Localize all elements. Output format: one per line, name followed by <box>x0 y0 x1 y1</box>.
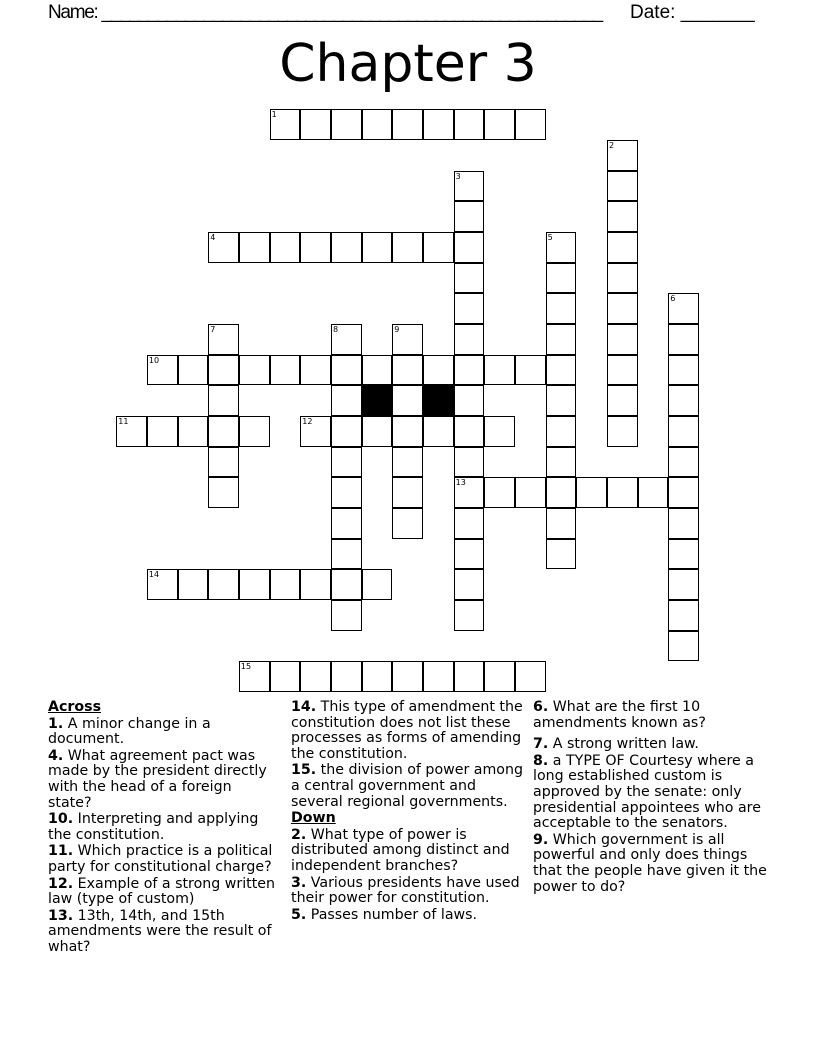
grid-cell[interactable] <box>392 109 423 140</box>
grid-cell[interactable] <box>147 569 178 600</box>
grid-cell[interactable] <box>208 477 239 508</box>
grid-cell[interactable] <box>331 600 362 631</box>
grid-cell[interactable] <box>546 324 577 355</box>
grid-cell[interactable] <box>239 355 270 386</box>
name-field[interactable]: Name: ______________________________________________________ <box>48 2 602 23</box>
grid-cell[interactable] <box>607 293 638 324</box>
grid-cell[interactable] <box>607 477 638 508</box>
cell-number: 2 <box>608 140 615 150</box>
grid-cell[interactable] <box>607 324 638 355</box>
grid-cell[interactable] <box>208 447 239 478</box>
grid-cell[interactable] <box>331 109 362 140</box>
grid-cell[interactable] <box>362 661 393 692</box>
grid-cell[interactable] <box>362 416 393 447</box>
grid-cell[interactable] <box>546 508 577 539</box>
clue-5 <box>291 908 526 924</box>
clue-2 <box>291 828 526 875</box>
grid-cell[interactable] <box>239 416 270 447</box>
grid-cell[interactable] <box>454 600 485 631</box>
clue-4 <box>48 749 278 811</box>
grid-cell[interactable] <box>638 477 669 508</box>
grid-cell[interactable] <box>454 477 485 508</box>
cell-number: 14 <box>148 570 160 580</box>
cell-number: 8 <box>332 324 339 334</box>
grid-cell[interactable] <box>546 385 577 416</box>
clue-14 <box>291 700 526 762</box>
grid-cell[interactable] <box>546 232 577 263</box>
grid-cell[interactable] <box>668 293 699 324</box>
grid-cell[interactable] <box>208 385 239 416</box>
grid-cell[interactable] <box>668 355 699 386</box>
cell-number: 15 <box>240 662 252 672</box>
clue-1 <box>48 717 278 748</box>
grid-cell[interactable] <box>546 263 577 294</box>
grid-cell[interactable] <box>392 477 423 508</box>
grid-cell[interactable] <box>392 232 423 263</box>
clue-13 <box>48 909 278 956</box>
date-field[interactable]: Date: _______ <box>630 2 755 23</box>
grid-cell[interactable] <box>362 232 393 263</box>
grid-cell[interactable] <box>607 385 638 416</box>
cell-number: 10 <box>148 355 160 365</box>
clue-6 <box>533 700 773 731</box>
grid-cell[interactable] <box>331 416 362 447</box>
grid-cell[interactable] <box>668 631 699 662</box>
grid-cell[interactable] <box>607 140 638 171</box>
grid-cell[interactable] <box>454 324 485 355</box>
grid-cell[interactable] <box>239 569 270 600</box>
grid-cell[interactable] <box>607 201 638 232</box>
grid-cell[interactable] <box>331 385 362 416</box>
clue-text: Passes number of laws. <box>310 906 478 923</box>
grid-cell[interactable] <box>454 293 485 324</box>
grid-cell[interactable] <box>331 569 362 600</box>
clue-text: 13th, 14th, and 15th amendments were the result of what? <box>48 907 272 955</box>
clue-text: What agreement pact was made by the president directly with the head of a foreign state? <box>48 747 267 811</box>
clue-number: 1. <box>48 715 64 732</box>
grid-cell[interactable] <box>147 355 178 386</box>
grid-cell[interactable] <box>392 416 423 447</box>
clue-text: A strong written law. <box>552 736 699 753</box>
clue-text: A minor change in a document. <box>48 715 211 748</box>
grid-cell[interactable] <box>331 355 362 386</box>
grid-cell[interactable] <box>178 355 209 386</box>
cell-number: 11 <box>118 416 129 426</box>
grid-cell[interactable] <box>392 661 423 692</box>
grid-cell[interactable] <box>607 355 638 386</box>
grid-cell[interactable] <box>300 569 331 600</box>
clue-number: 7. <box>533 736 549 753</box>
grid-cell[interactable] <box>392 385 423 416</box>
clues-column-3 <box>533 700 773 896</box>
grid-cell[interactable] <box>454 171 485 202</box>
clues-column-1 <box>48 700 278 957</box>
grid-cell[interactable] <box>607 232 638 263</box>
clue-12 <box>48 877 278 908</box>
grid-cell[interactable] <box>668 539 699 570</box>
grid-cell[interactable] <box>484 416 515 447</box>
cell-number: 1 <box>271 110 277 120</box>
clue-number: 3. <box>291 874 307 891</box>
clue-15 <box>291 763 526 810</box>
grid-cell[interactable] <box>607 416 638 447</box>
grid-cell[interactable] <box>454 109 485 140</box>
across-heading: Across <box>48 699 102 715</box>
clue-7 <box>533 737 773 753</box>
grid-cell[interactable] <box>576 477 607 508</box>
grid-cell[interactable] <box>392 355 423 386</box>
clue-11 <box>48 844 278 875</box>
clue-number: 4. <box>48 747 64 764</box>
grid-cell[interactable] <box>668 385 699 416</box>
grid-cell[interactable] <box>546 539 577 570</box>
clue-number: 11. <box>48 843 74 860</box>
grid-cell[interactable] <box>331 232 362 263</box>
clue-number: 13. <box>48 907 74 924</box>
page-title: Chapter 3 <box>279 34 537 94</box>
grid-cell[interactable] <box>270 569 301 600</box>
grid-cell[interactable] <box>484 355 515 386</box>
grid-cell[interactable] <box>668 447 699 478</box>
grid-cell[interactable] <box>546 447 577 478</box>
grid-cell[interactable] <box>116 416 147 447</box>
cell-number: 13 <box>455 478 466 488</box>
grid-cell[interactable] <box>178 569 209 600</box>
grid-cell[interactable] <box>331 477 362 508</box>
grid-cell[interactable] <box>362 569 393 600</box>
grid-cell[interactable] <box>454 385 485 416</box>
cell-number: 5 <box>547 232 553 242</box>
clue-number: 2. <box>291 826 307 843</box>
grid-cell[interactable] <box>300 109 331 140</box>
grid-cell[interactable] <box>331 661 362 692</box>
grid-cell[interactable] <box>300 661 331 692</box>
grid-cell[interactable] <box>331 324 362 355</box>
grid-cell[interactable] <box>515 477 546 508</box>
clue-3 <box>291 876 526 907</box>
clue-10 <box>48 812 278 843</box>
grid-cell[interactable] <box>454 232 485 263</box>
grid-cell[interactable] <box>239 661 270 692</box>
grid-cell[interactable] <box>270 355 301 386</box>
grid-cell[interactable] <box>208 232 239 263</box>
clue-number: 6. <box>533 699 549 715</box>
grid-cell[interactable] <box>484 109 515 140</box>
grid-cell[interactable] <box>392 447 423 478</box>
cell-number: 3 <box>455 171 461 181</box>
grid-cell[interactable] <box>454 447 485 478</box>
grid-cell[interactable] <box>423 232 454 263</box>
grid-cell[interactable] <box>423 109 454 140</box>
grid-cell[interactable] <box>208 569 239 600</box>
black-cell <box>362 385 393 416</box>
grid-cell[interactable] <box>668 416 699 447</box>
clue-number: 5. <box>291 906 307 923</box>
grid-cell[interactable] <box>454 539 485 570</box>
clue-text: Which government is all powerful and only does things that the people have given it the power to do? <box>533 831 767 895</box>
grid-cell[interactable] <box>607 171 638 202</box>
grid-cell[interactable] <box>454 416 485 447</box>
grid-cell[interactable] <box>270 109 301 140</box>
clue-text: Example of a strong written law (type of custom) <box>48 875 275 908</box>
grid-cell[interactable] <box>208 416 239 447</box>
grid-cell[interactable] <box>331 447 362 478</box>
clue-text: Various presidents have used their power for constitution. <box>291 874 520 907</box>
grid-cell[interactable] <box>178 416 209 447</box>
grid-cell[interactable] <box>454 263 485 294</box>
grid-cell[interactable] <box>239 232 270 263</box>
grid-cell[interactable] <box>668 324 699 355</box>
grid-cell[interactable] <box>300 416 331 447</box>
clue-text: What type of power is distributed among distinct and independent branches? <box>291 826 510 874</box>
grid-cell[interactable] <box>147 416 178 447</box>
clue-number: 10. <box>48 811 74 828</box>
grid-cell[interactable] <box>454 508 485 539</box>
clue-text: a TYPE OF Courtesy where a long established custom is approved by the senate: only presidential appointees who are acceptable to the senators. <box>533 752 761 832</box>
grid-cell[interactable] <box>668 600 699 631</box>
grid-cell[interactable] <box>454 661 485 692</box>
grid-cell[interactable] <box>546 416 577 447</box>
black-cell <box>423 385 454 416</box>
clue-text: What are the first 10 amendments known as? <box>533 699 706 731</box>
down-heading: Down <box>291 810 336 827</box>
grid-cell[interactable] <box>423 661 454 692</box>
clue-8 <box>533 754 773 832</box>
grid-cell[interactable] <box>484 477 515 508</box>
grid-cell[interactable] <box>392 324 423 355</box>
grid-cell[interactable] <box>362 109 393 140</box>
clue-text: the division of power among a central government and several regional governments. <box>291 762 523 810</box>
grid-cell[interactable] <box>515 109 546 140</box>
grid-cell[interactable] <box>270 232 301 263</box>
grid-cell[interactable] <box>454 569 485 600</box>
grid-cell[interactable] <box>300 355 331 386</box>
grid-cell[interactable] <box>515 355 546 386</box>
cell-number: 7 <box>210 324 216 334</box>
grid-cell[interactable] <box>208 355 239 386</box>
clue-text: This type of amendment the constitution does not list these processes as forms of amending the constitution. <box>291 699 523 762</box>
grid-cell[interactable] <box>484 661 515 692</box>
clue-number: 14. <box>291 699 317 715</box>
grid-cell[interactable] <box>546 477 577 508</box>
grid-cell[interactable] <box>300 232 331 263</box>
grid-cell[interactable] <box>423 355 454 386</box>
grid-cell[interactable] <box>454 201 485 232</box>
clue-number: 9. <box>533 831 549 848</box>
clue-text: Which practice is a political party for constitutional charge? <box>48 843 273 875</box>
cell-number: 9 <box>394 324 400 334</box>
grid-cell[interactable] <box>270 661 301 692</box>
grid-cell[interactable] <box>607 263 638 294</box>
clue-text: Interpreting and applying the constitution. <box>48 811 259 843</box>
clue-number: 15. <box>291 762 317 779</box>
clue-number: 8. <box>533 752 549 769</box>
grid-cell[interactable] <box>331 508 362 539</box>
cell-number: 4 <box>210 232 216 242</box>
grid-cell[interactable] <box>423 416 454 447</box>
grid-cell[interactable] <box>668 477 699 508</box>
clue-9 <box>533 833 773 895</box>
grid-cell[interactable] <box>515 661 546 692</box>
grid-cell[interactable] <box>454 355 485 386</box>
grid-cell[interactable] <box>362 355 393 386</box>
grid-cell[interactable] <box>546 293 577 324</box>
clues-column-2 <box>291 700 526 924</box>
clue-number: 12. <box>48 875 74 892</box>
grid-cell[interactable] <box>668 508 699 539</box>
grid-cell[interactable] <box>546 355 577 386</box>
cell-number: 6 <box>670 294 676 304</box>
grid-cell[interactable] <box>208 324 239 355</box>
grid-cell[interactable] <box>392 508 423 539</box>
cell-number: 12 <box>302 416 313 426</box>
grid-cell[interactable] <box>331 539 362 570</box>
grid-cell[interactable] <box>668 569 699 600</box>
